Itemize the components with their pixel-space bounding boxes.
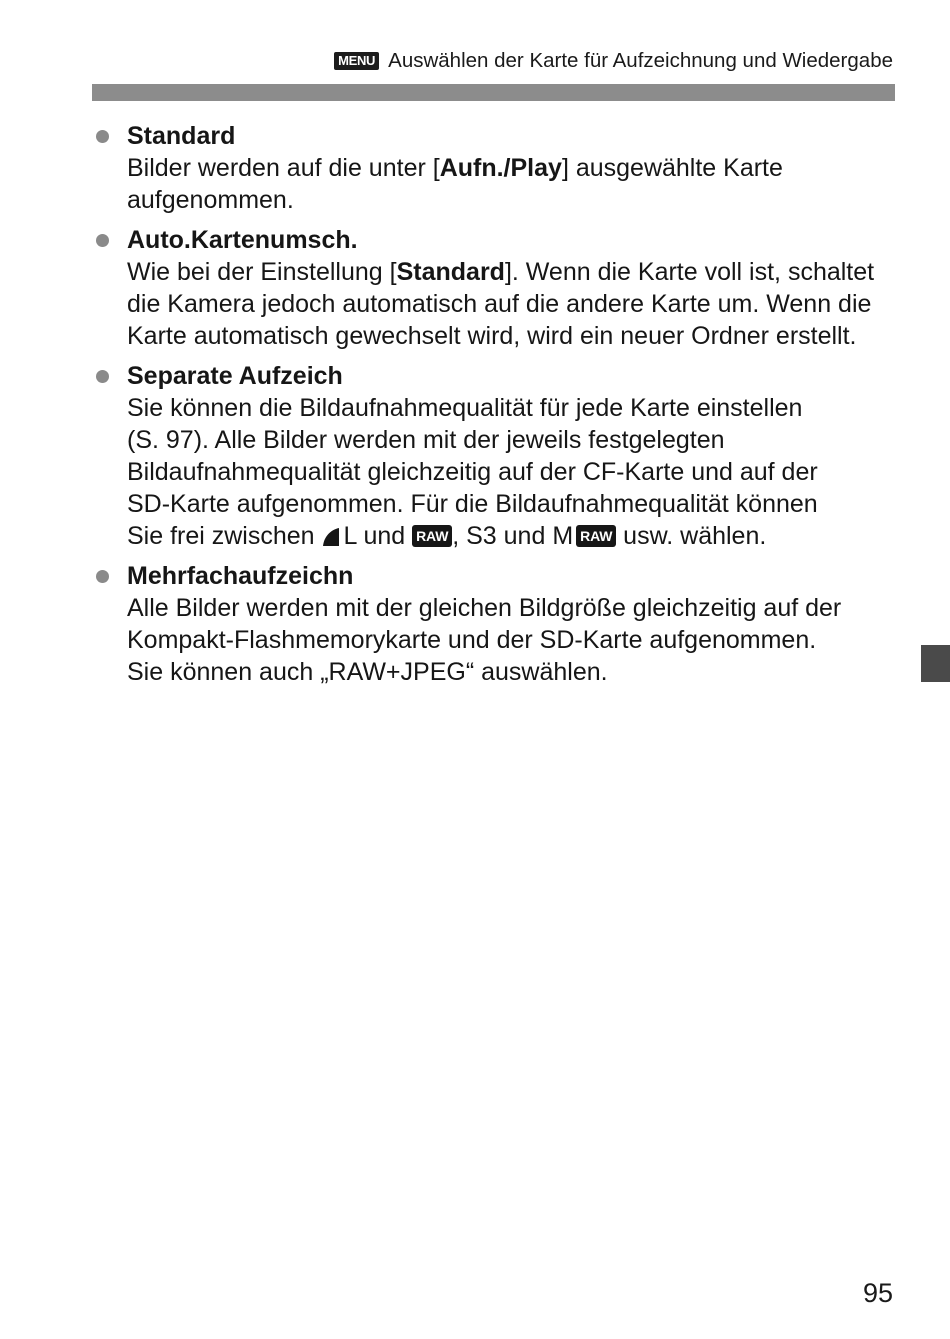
bullet-icon — [96, 570, 109, 583]
text-segment: ] ausgewählte Karte — [561, 154, 783, 182]
text-segment: Bilder werden auf die unter [ — [127, 154, 440, 182]
large-fine-quality-icon — [322, 522, 357, 550]
header-rule — [92, 84, 895, 101]
section-mehrfachaufzeichn — [127, 560, 874, 688]
text-segment: , — [452, 522, 460, 550]
text-segment: usw. wählen. — [623, 522, 767, 550]
section-standard — [127, 120, 874, 216]
medium-raw-quality-icon — [552, 522, 616, 550]
body-line: Karte automatisch gewechselt wird, wird ein neuer Ordner erstellt. — [127, 322, 857, 350]
bold-term: Aufn./Play — [439, 154, 562, 182]
body-line — [127, 256, 874, 288]
quality-letter: L — [343, 522, 357, 550]
text-segment: und — [363, 522, 406, 550]
quality-letter: M — [552, 522, 574, 550]
body-line: die Kamera jedoch automatisch auf die andere Karte um. Wenn die — [127, 290, 872, 318]
body-line: Bildaufnahmequalität gleichzeitig auf der CF-Karte und auf der — [127, 458, 818, 486]
body-line: Kompakt-Flashmemorykarte und der SD-Karte aufgenommen. — [127, 626, 817, 654]
small-3-quality-icon: S3 — [466, 522, 497, 550]
body-line: Sie können die Bildaufnahmequalität für jede Karte einstellen — [127, 394, 803, 422]
body-line: Sie können auch „RAW+JPEG“ auswählen. — [127, 658, 608, 686]
text-segment: Wie bei der Einstellung [ — [127, 258, 397, 286]
page-number: 95 — [862, 1278, 893, 1308]
raw-quality-icon: RAW — [576, 525, 616, 547]
fine-quality-shape-icon — [322, 527, 340, 547]
body-line: SD-Karte aufgenommen. Für die Bildaufnahmequalität können — [127, 490, 818, 518]
section-separate-aufzeich — [127, 360, 874, 552]
text-segment: Sie frei zwischen — [127, 522, 315, 550]
main-content — [127, 120, 874, 688]
text-segment: und — [503, 522, 546, 550]
raw-quality-icon: RAW — [412, 525, 452, 547]
section-heading: Auto.Kartenumsch. — [127, 226, 358, 254]
page-header — [334, 48, 893, 74]
body-line: (S. 97). Alle Bilder werden mit der jeweils festgelegten — [127, 426, 725, 454]
bullet-icon — [96, 130, 109, 143]
body-line: aufgenommen. — [127, 186, 294, 214]
header-title: Auswählen der Karte für Aufzeichnung und Wiedergabe — [388, 49, 893, 72]
body-line — [127, 152, 874, 184]
section-heading: Standard — [127, 122, 236, 150]
bullet-icon — [96, 234, 109, 247]
section-auto-kartenumsch — [127, 224, 874, 352]
section-heading: Mehrfachaufzeichn — [127, 562, 354, 590]
body-line: Alle Bilder werden mit der gleichen Bildgröße gleichzeitig auf der — [127, 594, 842, 622]
bullet-icon — [96, 370, 109, 383]
chapter-tab — [921, 645, 950, 682]
text-segment: ]. Wenn die Karte voll ist, schaltet — [504, 258, 875, 286]
section-heading: Separate Aufzeich — [127, 362, 343, 390]
bold-term: Standard — [396, 258, 505, 286]
body-line-quality — [127, 520, 874, 552]
menu-icon: MENU — [334, 52, 379, 70]
